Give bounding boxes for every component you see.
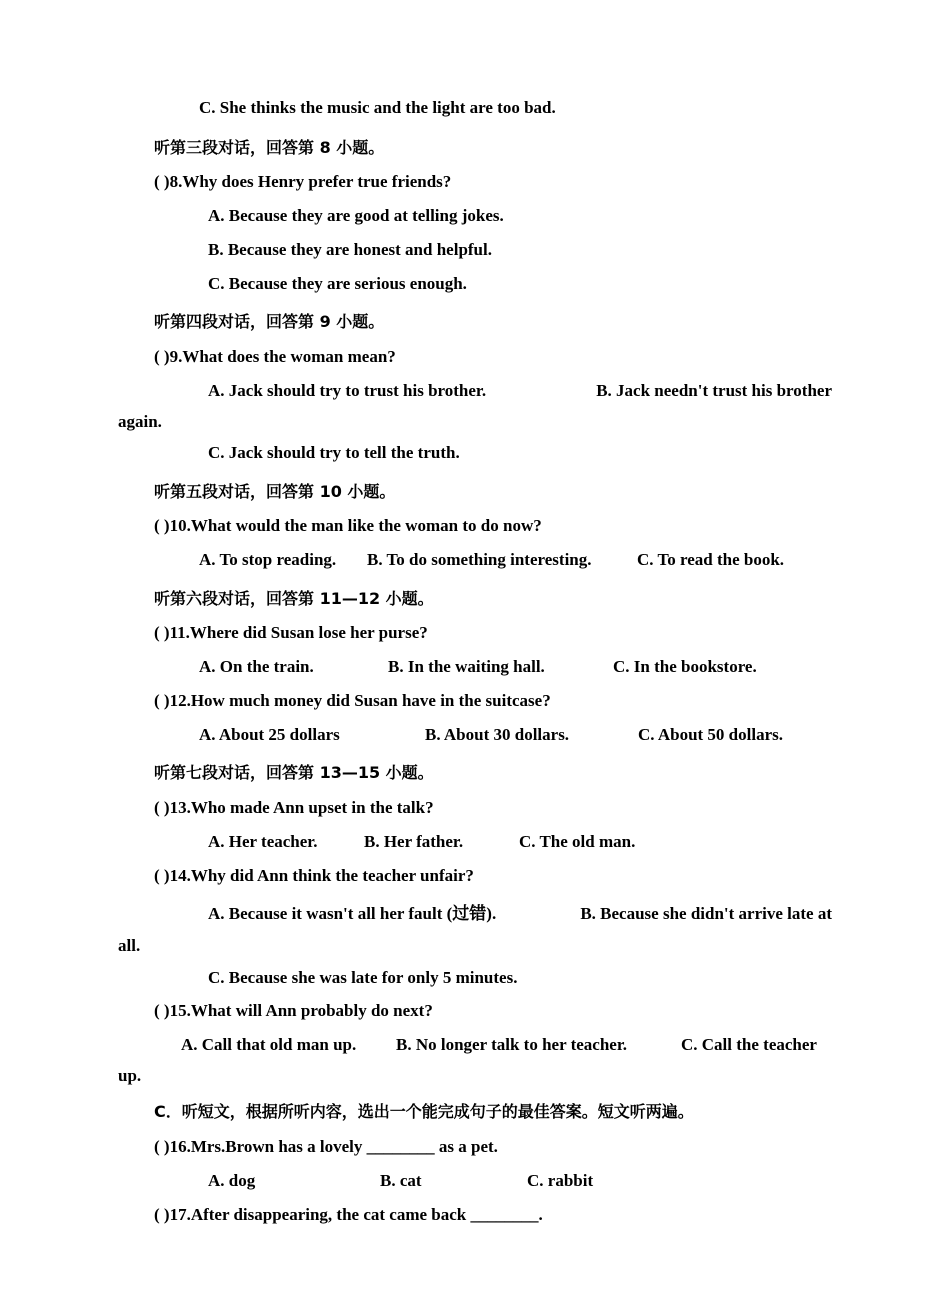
section-heading-dialogue-3: 听第三段对话，回答第 8 小题。 (154, 138, 385, 157)
section-heading-dialogue-5: 听第五段对话，回答第 10 小题。 (154, 482, 396, 501)
option-15b: B. No longer talk to her teacher. (396, 1035, 628, 1054)
option-9b: B. Jack needn't trust his brother (596, 381, 832, 400)
option-10a: A. To stop reading. (199, 550, 337, 569)
question-8: ( )8.Why does Henry prefer true friends? (154, 172, 452, 191)
question-11: ( )11.Where did Susan lose her purse? (154, 623, 428, 642)
options-14ab (208, 904, 832, 924)
option-9a: A. Jack should try to trust his brother. (208, 381, 487, 400)
question-13: ( )13.Who made Ann upset in the talk? (154, 798, 434, 817)
option-8b: B. Because they are honest and helpful. (208, 240, 492, 259)
option-9c: C. Jack should try to tell the truth. (208, 443, 460, 462)
option-16b: B. cat (380, 1171, 422, 1190)
option-8a: A. Because they are good at telling jokes. (208, 206, 504, 225)
option-13b: B. Her father. (364, 832, 464, 851)
option-14b: B. Because she didn't arrive late at (580, 904, 832, 923)
option-11b: B. In the waiting hall. (388, 657, 545, 676)
question-14: ( )14.Why did Ann think the teacher unfair? (154, 866, 474, 885)
option-14a: A. Because it wasn't all her fault (过错). (208, 904, 497, 923)
option-9b-continued: again. (118, 412, 162, 431)
question-9: ( )9.What does the woman mean? (154, 347, 396, 366)
question-17: ( )17.After disappearing, the cat came back ________. (154, 1205, 543, 1224)
option-10c: C. To read the book. (637, 550, 785, 569)
option-11a: A. On the train. (199, 657, 314, 676)
question-10: ( )10.What would the man like the woman to do now? (154, 516, 542, 535)
option-13a: A. Her teacher. (208, 832, 318, 851)
option-12a: A. About 25 dollars (199, 725, 340, 744)
option-7c: C. She thinks the music and the light are too bad. (199, 98, 556, 117)
option-10b: B. To do something interesting. (367, 550, 592, 569)
option-12c: C. About 50 dollars. (638, 725, 783, 744)
option-13c: C. The old man. (519, 832, 636, 851)
option-12b: B. About 30 dollars. (425, 725, 570, 744)
option-14b-continued: all. (118, 936, 141, 955)
option-15c-continued: up. (118, 1066, 142, 1085)
section-heading-dialogue-6: 听第六段对话，回答第 11—12 小题。 (154, 589, 434, 608)
section-heading-dialogue-4: 听第四段对话，回答第 9 小题。 (154, 312, 385, 331)
option-11c: C. In the bookstore. (613, 657, 757, 676)
section-heading-dialogue-7: 听第七段对话，回答第 13—15 小题。 (154, 763, 434, 782)
option-15a: A. Call that old man up. (181, 1035, 357, 1054)
question-16: ( )16.Mrs.Brown has a lovely ________ as a pet. (154, 1137, 498, 1156)
options-9ab (208, 381, 832, 401)
section-heading-passage: C．听短文，根据所听内容，选出一个能完成句子的最佳答案。短文听两遍。 (154, 1102, 694, 1121)
question-15: ( )15.What will Ann probably do next? (154, 1001, 433, 1020)
option-14c: C. Because she was late for only 5 minutes. (208, 968, 518, 987)
option-16a: A. dog (208, 1171, 256, 1190)
question-12: ( )12.How much money did Susan have in the suitcase? (154, 691, 551, 710)
option-8c: C. Because they are serious enough. (208, 274, 467, 293)
option-15c: C. Call the teacher (681, 1035, 817, 1054)
option-16c: C. rabbit (527, 1171, 594, 1190)
